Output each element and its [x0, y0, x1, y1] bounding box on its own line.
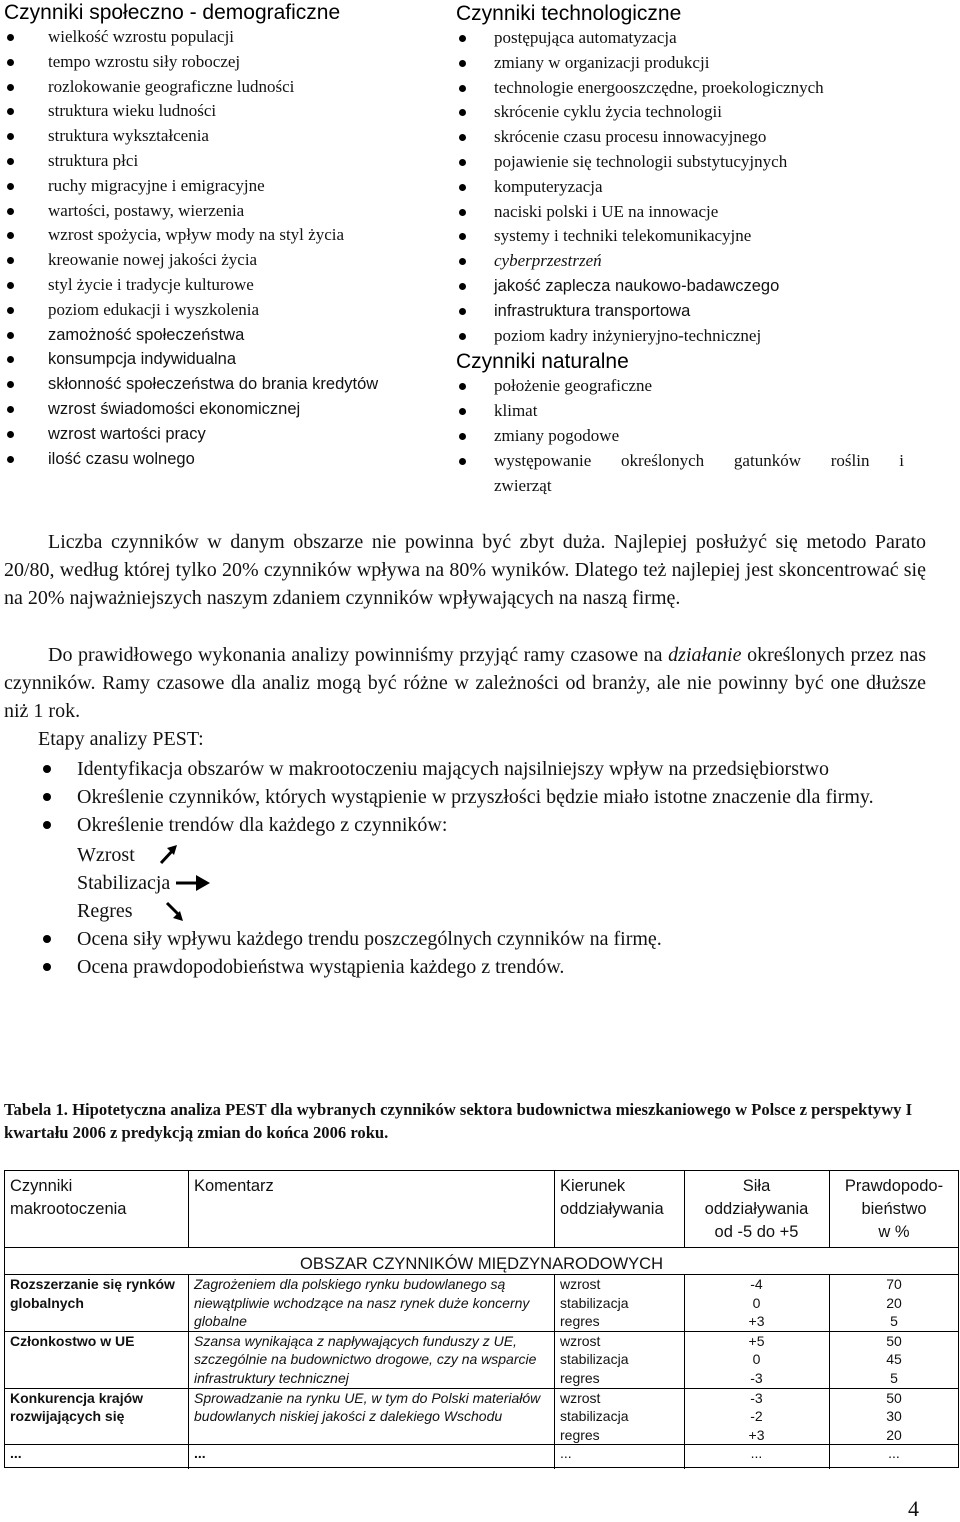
social-demographic-column — [4, 0, 444, 471]
probability-value: 20 — [886, 1426, 902, 1443]
ellipsis-cell: ... — [554, 1445, 684, 1468]
technological-column — [456, 0, 906, 498]
probability-value: 45 — [886, 1351, 902, 1368]
header-factors: Czynniki makrootoczenia — [10, 1177, 127, 1218]
probability — [829, 1275, 959, 1332]
table-grid-line — [554, 1275, 555, 1469]
stage-trends — [4, 811, 926, 925]
header-force-line1: Siła — [742, 1177, 771, 1195]
table-grid-line — [684, 1170, 685, 1248]
factor-comment: Zagrożeniem dla polskiego rynku budowlanego są niewątpliwie wchodzące na nasz rynek duże koncerny globalne — [188, 1275, 554, 1332]
list-item: naciski polski i UE na innowacje — [456, 200, 906, 225]
list-item: pojawienie się technologii substytucyjnych — [456, 150, 906, 175]
list-item: struktura wieku ludności — [4, 99, 444, 124]
arrow-down-right-icon — [139, 897, 195, 925]
pest-stages-title: Etapy analizy PEST: — [38, 728, 204, 750]
list-item: poziom kadry inżynieryjno-technicznej — [456, 324, 906, 349]
table-grid-line — [829, 1275, 830, 1469]
table-row — [4, 1388, 959, 1445]
table-section-row — [4, 1248, 959, 1275]
factor-name: Członkostwo w UE — [4, 1331, 188, 1388]
list-item: infrastruktura transportowa — [456, 299, 906, 324]
technological-title: Czynniki technologiczne — [456, 2, 682, 25]
pest-stages-list — [4, 755, 926, 982]
list-item-line: występowanie określonych gatunków roślin i — [494, 450, 904, 470]
table-grid-line — [188, 1170, 189, 1248]
arrow-right-icon — [176, 871, 212, 895]
probability-value: 30 — [886, 1408, 902, 1425]
probability-value: 5 — [890, 1313, 898, 1330]
direction-value: regres — [560, 1426, 600, 1443]
force — [684, 1275, 829, 1332]
header-probability-line1: Prawdopodo- — [844, 1177, 944, 1195]
list-item: zmiany w organizacji produkcji — [456, 51, 906, 76]
list-item: ruchy migracyjne i emigracyjne — [4, 174, 444, 199]
list-item: kreowanie nowej jakości życia — [4, 248, 444, 273]
trend-down-label: Regres — [77, 900, 133, 923]
list-item: wartości, postawy, wierzenia — [4, 199, 444, 224]
list-item: wzrost spożycia, wpływ mody na styl życia — [4, 223, 444, 248]
list-item: położenie geograficzne — [456, 374, 906, 399]
table-caption: Tabela 1. Hipotetyczna analiza PEST dla wybranych czynników sektora budownictwa mieszkaniowego w Polsce z perspektywy I kwartału 2006 z predykcją zmian do końca 2006 roku. — [4, 1100, 913, 1142]
list-item — [456, 449, 906, 499]
table-header-row — [4, 1171, 959, 1248]
force-value: -3 — [750, 1369, 763, 1386]
paragraph-timeframe-before: Do prawidłowego wykonania analizy powinniśmy przyjąć ramy czasowe na — [48, 644, 669, 666]
trend-flat — [77, 869, 926, 897]
ellipsis-cell: ... — [684, 1445, 829, 1468]
header-force-line3: od -5 do +5 — [714, 1223, 799, 1241]
table-grid-line — [829, 1170, 830, 1248]
probability-value: 50 — [886, 1332, 902, 1349]
trend-down — [77, 897, 926, 925]
stage-factors: Określenie czynników, których wystąpienie w przyszłości będzie miało istotne znaczenie dla firmy. — [4, 783, 926, 811]
natural-title: Czynniki naturalne — [456, 350, 629, 374]
force-value: 0 — [752, 1294, 761, 1311]
direction-value: wzrost — [560, 1389, 601, 1406]
force-value: -2 — [750, 1408, 763, 1425]
paragraph-pareto-text: Liczba czynników w danym obszarze nie powinna być zbyt duża. Najlepiej posłużyć się metodo Parato 20/80, według której tylko 20% czynników wpływa na 80% wyników. Dlatego też najlepiej jest skoncentrować się na 20% najważniejszych naszym zdaniem czynników wpływających na naszą firmę. — [4, 531, 926, 610]
factor-comment: Szansa wynikająca z napływających funduszy z UE, szczególnie na budownictwo drogowe, czy na wsparcie infrastruktury technicznej — [188, 1331, 554, 1388]
direction-value: regres — [560, 1313, 600, 1330]
factor-columns — [0, 0, 960, 510]
direction-value: wzrost — [560, 1332, 601, 1349]
stage-force: Ocena siły wpływu każdego trendu poszczególnych czynników na firmę. — [4, 925, 926, 953]
list-item: styl życie i tradycje kulturowe — [4, 273, 444, 298]
social-demographic-title: Czynniki społeczno - demograficzne — [4, 1, 341, 24]
natural-list — [456, 374, 906, 498]
direction-value: stabilizacja — [560, 1351, 629, 1368]
list-item: zmiany pogodowe — [456, 424, 906, 449]
technological-list — [456, 26, 906, 348]
list-item: rozlokowanie geograficzne ludności — [4, 75, 444, 100]
force-value: +5 — [748, 1332, 765, 1349]
list-item: systemy i techniki telekomunikacyjne — [456, 224, 906, 249]
direction-value: stabilizacja — [560, 1408, 629, 1425]
paragraph-timeframe — [4, 641, 926, 726]
trend-flat-label: Stabilizacja — [77, 871, 171, 894]
list-item: skrócenie czasu procesu innowacyjnego — [456, 125, 906, 150]
list-item: ilość czasu wolnego — [4, 447, 444, 472]
pest-table — [4, 1170, 959, 1468]
factor-name: Rozszerzanie się rynków globalnych — [4, 1275, 188, 1332]
force-value: +3 — [748, 1313, 765, 1330]
direction-value: stabilizacja — [560, 1294, 629, 1311]
list-item: wzrost świadomości ekonomicznej — [4, 397, 444, 422]
table-grid-line — [554, 1170, 555, 1248]
ellipsis-cell: ... — [829, 1445, 959, 1468]
header-probability-line2: bieństwo — [861, 1200, 927, 1218]
probability — [829, 1388, 959, 1445]
factor-comment: Sprowadzanie na rynku UE, w tym do Polski materiałów budowlanych niskiej jakości z dalekiego Wschodu — [188, 1388, 554, 1445]
social-demographic-list — [4, 25, 444, 471]
section-international: OBSZAR CZYNNIKÓW MIĘDZYNARODOWYCH — [4, 1248, 959, 1275]
list-item: struktura płci — [4, 149, 444, 174]
list-item: zamożność społeczeństwa — [4, 323, 444, 348]
header-force-line2: oddziaływania — [704, 1200, 809, 1218]
header-force — [684, 1171, 829, 1248]
direction — [554, 1388, 684, 1445]
header-probability-line3: w % — [878, 1223, 910, 1241]
force — [684, 1388, 829, 1445]
list-item: klimat — [456, 399, 906, 424]
list-item: struktura wykształcenia — [4, 124, 444, 149]
list-item: wielkość wzrostu populacji — [4, 25, 444, 50]
paragraph-timeframe-italic: działanie — [668, 644, 742, 666]
arrow-up-right-icon — [141, 843, 181, 867]
table-grid-line — [958, 1170, 959, 1468]
list-item: tempo wzrostu siły roboczej — [4, 50, 444, 75]
table-grid-line — [188, 1275, 189, 1469]
table-row — [4, 1331, 959, 1388]
probability-value: 70 — [886, 1276, 902, 1292]
force-value: -4 — [750, 1276, 763, 1292]
force-value: +3 — [748, 1426, 765, 1443]
list-item: cyberprzestrzeń — [456, 249, 906, 274]
probability-value: 5 — [890, 1369, 898, 1386]
stage-probability: Ocena prawdopodobieństwa wystąpienia każdego z trendów. — [4, 953, 926, 981]
paragraph-timeframe-after: określonych przez nas czynników. Ramy czasowe dla analiz mogą być różne w zależności od branży, ale nie powinny być one dłuższe niż 1 rok. — [4, 644, 926, 723]
probability-value: 50 — [886, 1389, 902, 1406]
list-item: jakość zaplecza naukowo-badawczego — [456, 274, 906, 299]
force — [684, 1331, 829, 1388]
page-number: 4 — [908, 1496, 919, 1521]
header-probability — [829, 1171, 959, 1248]
ellipsis-cell: ... — [188, 1445, 554, 1468]
list-item: technologie energooszczędne, proekologicznych — [456, 76, 906, 101]
list-item: konsumpcja indywidualna — [4, 347, 444, 372]
list-item: postępująca automatyzacja — [456, 26, 906, 51]
paragraph-pareto — [4, 528, 926, 613]
probability-value: 20 — [886, 1294, 902, 1311]
direction — [554, 1275, 684, 1332]
trend-up — [77, 841, 926, 869]
direction-value: regres — [560, 1369, 600, 1386]
direction — [554, 1331, 684, 1388]
list-item: wzrost wartości pracy — [4, 422, 444, 447]
ellipsis-cell: ... — [4, 1445, 188, 1468]
list-item-line: zwierząt — [494, 475, 552, 495]
stage-trends-text: Określenie trendów dla każdego z czynników: — [77, 814, 448, 837]
list-item: poziom edukacji i wyszkolenia — [4, 298, 444, 323]
table-row-ellipsis — [4, 1445, 959, 1468]
direction-value: wzrost — [560, 1276, 601, 1292]
header-direction: Kierunek oddziaływania — [560, 1177, 664, 1218]
list-item: skłonność społeczeństwa do brania kredytów — [4, 372, 444, 397]
list-item: skrócenie cyklu życia technologii — [456, 100, 906, 125]
table-row — [4, 1275, 959, 1332]
list-item: komputeryzacja — [456, 175, 906, 200]
factor-name: Konkurencja krajów rozwijających się — [4, 1388, 188, 1445]
trend-up-label: Wzrost — [77, 843, 135, 866]
table-grid-line — [684, 1275, 685, 1469]
force-value: -3 — [750, 1389, 763, 1406]
table-grid-line — [4, 1170, 5, 1468]
stage-identification: Identyfikacja obszarów w makrootoczeniu mających najsilniejszy wpływ na przedsiębiorstwo — [4, 755, 926, 783]
force-value: 0 — [752, 1351, 761, 1368]
probability — [829, 1331, 959, 1388]
header-comment: Komentarz — [194, 1177, 274, 1195]
